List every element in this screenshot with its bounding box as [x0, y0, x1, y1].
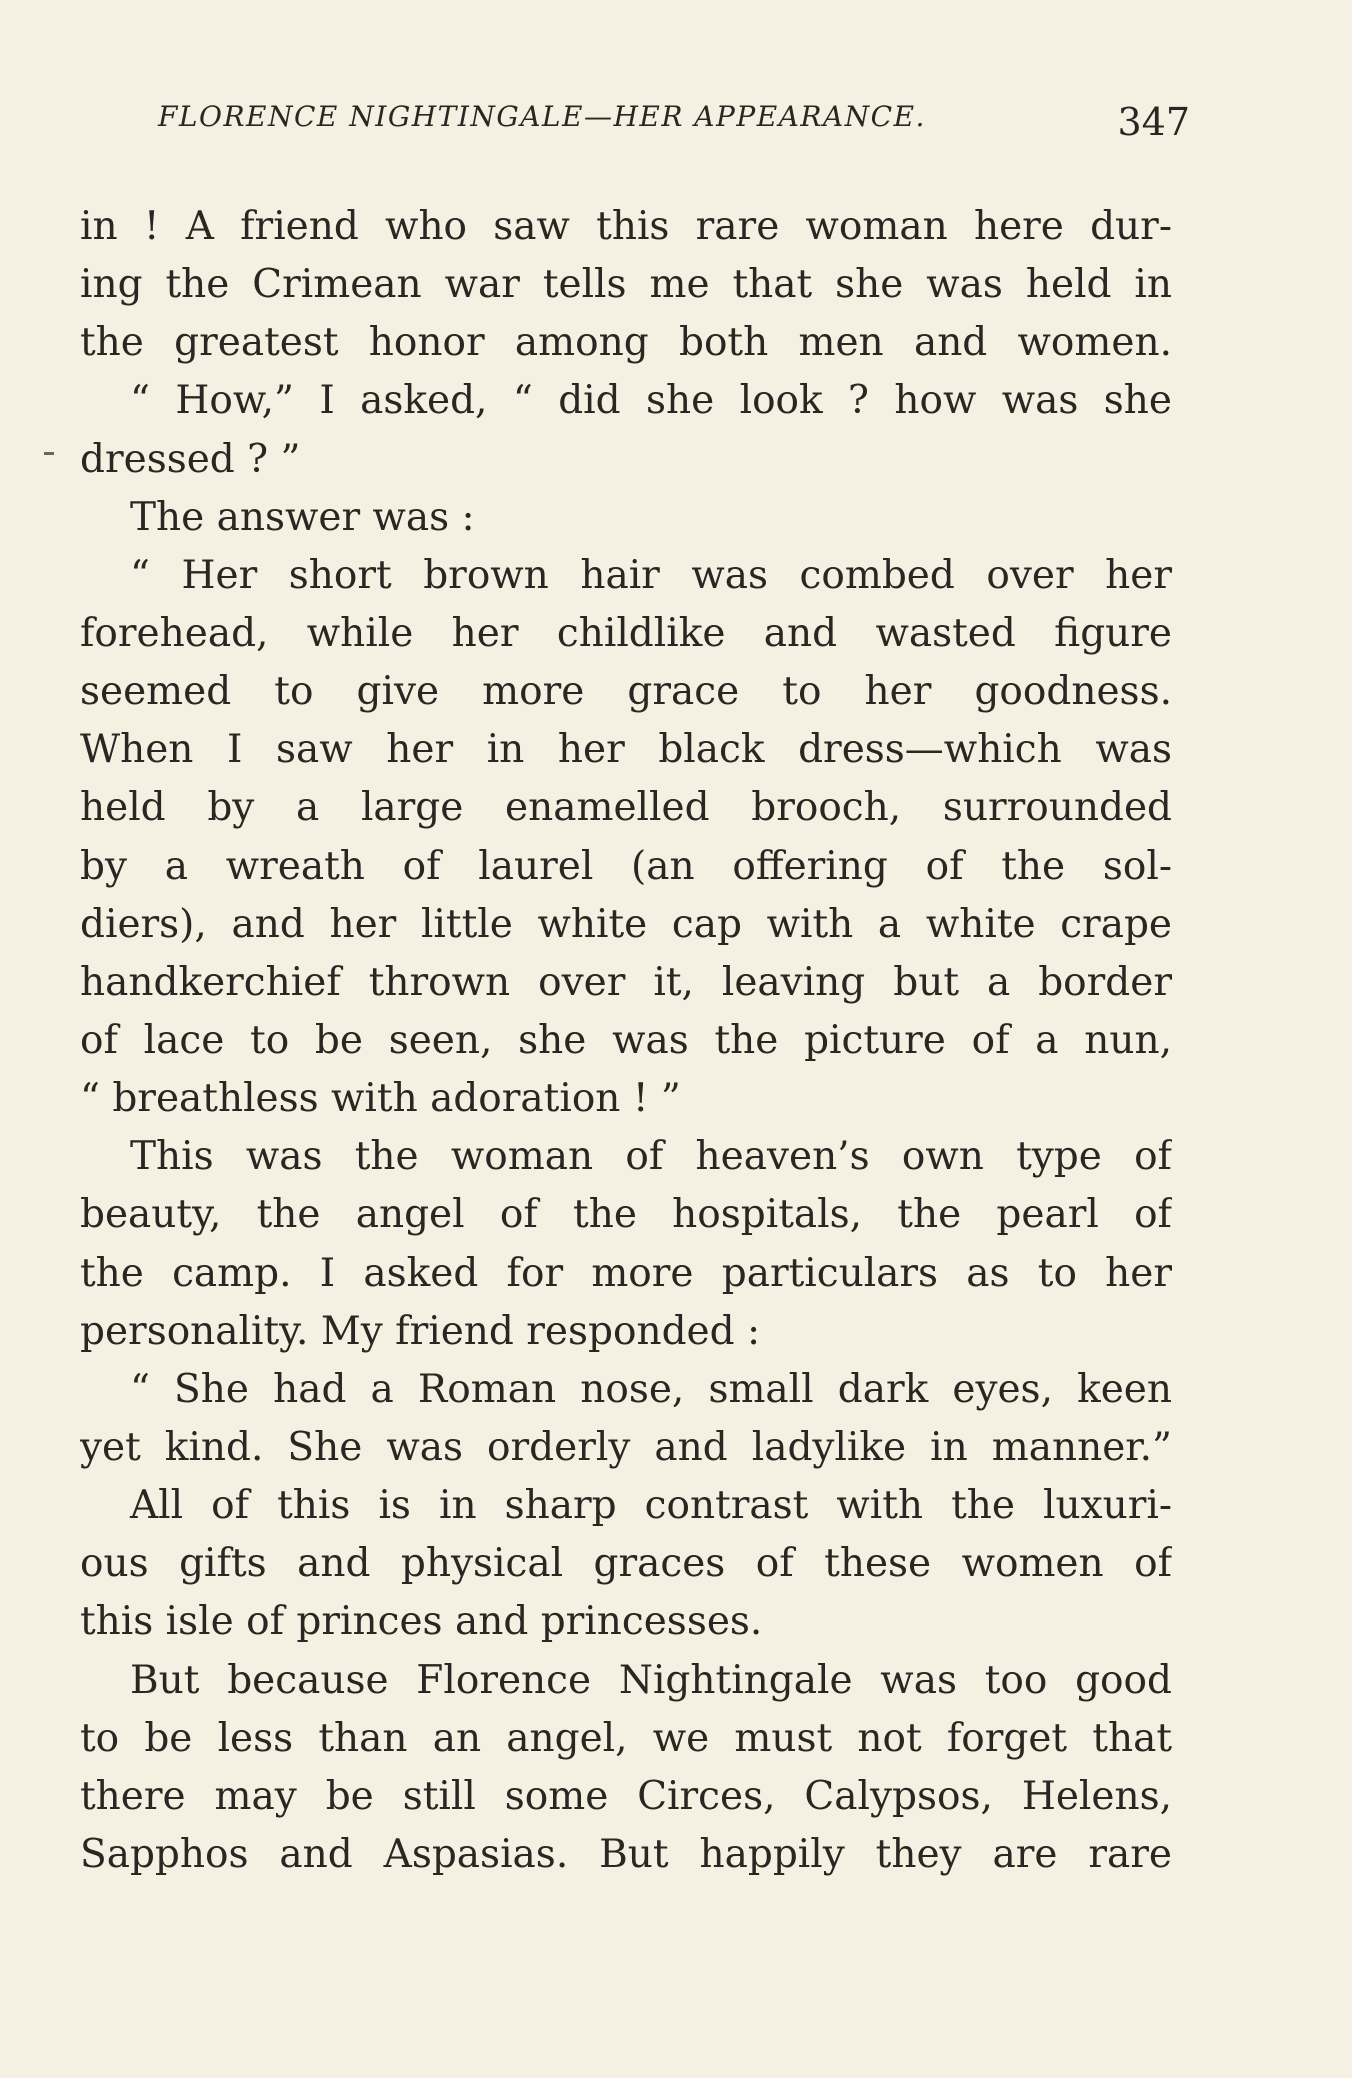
text-line: held by a large enamelled brooch, surrounded: [80, 785, 1172, 831]
text-line: handkerchief thrown over it, leaving but a border: [80, 959, 1172, 1005]
text-line: “ How,” I asked, “ did she look ? how was she: [130, 378, 1172, 424]
text-line: But because Florence Nightingale was too good: [130, 1657, 1172, 1703]
text-line: this isle of princes and princesses.: [80, 1599, 763, 1645]
running-head: FLORENCE NIGHTINGALE—HER APPEARANCE.: [158, 100, 926, 133]
page-header: [158, 96, 1198, 156]
text-line: “ Her short brown hair was combed over her: [130, 552, 1172, 598]
text-line: beauty, the angel of the hospitals, the pearl of: [80, 1192, 1172, 1238]
text-line: Sapphos and Aspasias. But happily they are rare: [80, 1831, 1172, 1877]
page-number: 347: [1117, 100, 1190, 144]
text-line: the greatest honor among both men and women.: [80, 320, 1172, 366]
text-line: the camp. I asked for more particulars as to her: [80, 1250, 1172, 1296]
text-line: forehead, while her childlike and wasted figure: [80, 610, 1172, 656]
text-line: “ She had a Roman nose, small dark eyes, keen: [130, 1366, 1172, 1412]
text-line: This was the woman of heaven’s own type of: [130, 1134, 1172, 1180]
text-line: there may be still some Circes, Calypsos, Helens,: [80, 1773, 1172, 1819]
text-line: ous gifts and physical graces of these women of: [80, 1541, 1172, 1587]
text-line: The answer was :: [130, 494, 475, 540]
text-line: ing the Crimean war tells me that she was held in: [80, 262, 1172, 308]
text-line: diers), and her little white cap with a white crape: [80, 901, 1172, 947]
text-line: All of this is in sharp contrast with the luxuri-: [130, 1483, 1172, 1529]
text-line: When I saw her in her black dress—which was: [80, 727, 1172, 773]
text-line: in ! A friend who saw this rare woman here dur-: [80, 204, 1172, 249]
text-line: “ breathless with adoration ! ”: [80, 1076, 681, 1122]
body-text: [80, 198, 1172, 1884]
text-line: to be less than an angel, we must not forget that: [80, 1715, 1172, 1761]
margin-mark: [44, 452, 54, 455]
text-line: yet kind. She was orderly and ladylike in manner.”: [80, 1424, 1172, 1470]
text-line: personality. My friend responded :: [80, 1308, 761, 1354]
text-line: of lace to be seen, she was the picture of a nun,: [80, 1017, 1172, 1063]
text-line: by a wreath of laurel (an offering of the sol-: [80, 843, 1172, 889]
text-line: dressed ? ”: [80, 436, 301, 482]
text-line: seemed to give more grace to her goodness.: [80, 669, 1172, 715]
